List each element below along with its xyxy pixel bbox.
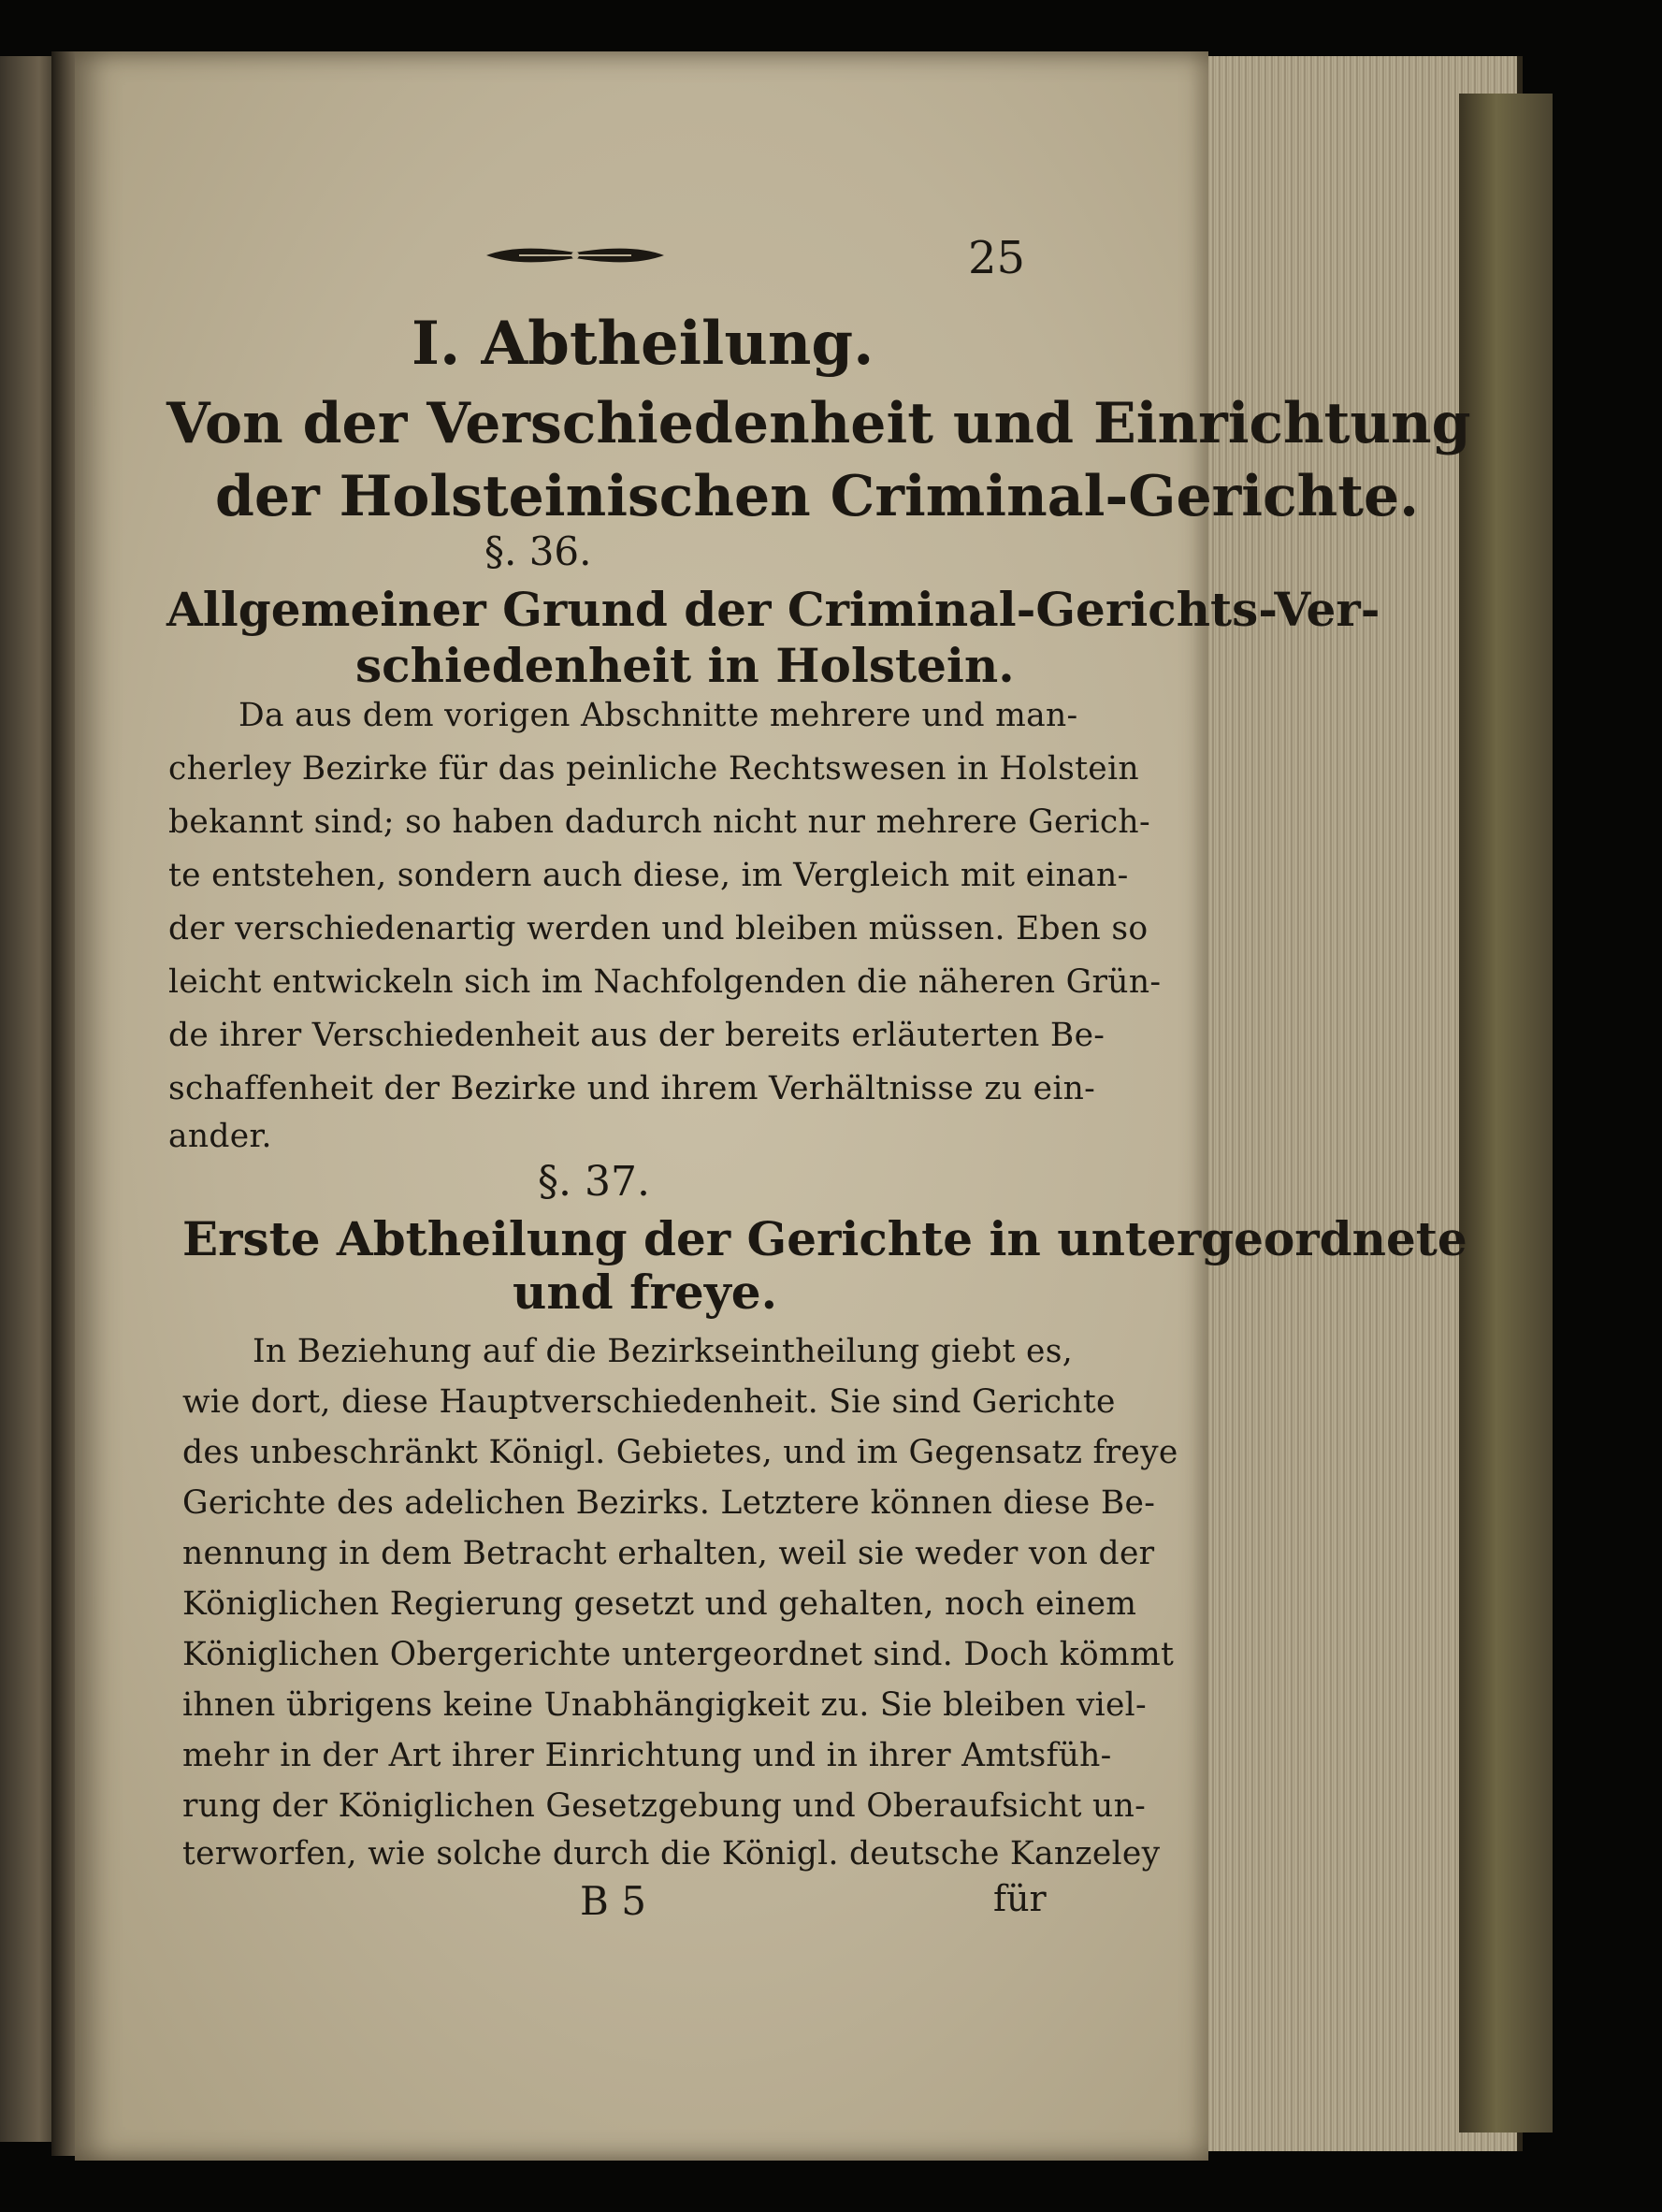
signature-mark: B 5 [580,1878,646,1924]
section-subtitle-line: schiedenheit in Holstein. [355,638,1015,693]
book-cover-edge [1459,94,1553,2132]
section-subtitle-line: und freye. [513,1265,778,1320]
text-line: schaffenheit der Bezirke und ihrem Verhältnisse zu ein- [168,1070,1096,1107]
text-line: mehr in der Art ihrer Einrichtung und in ihrer Amtsfüh- [182,1737,1112,1774]
catchword: für [993,1878,1047,1919]
text-line: leicht entwickeln sich im Nachfolgenden die näheren Grün- [168,963,1162,1001]
text-line: terworfen, wie solche durch die Königl. deutsche Kanzeley [182,1835,1161,1872]
text-line: Gerichte des adelichen Bezirks. Letztere können diese Be- [182,1484,1156,1522]
paragraph-mark: §. 36. [484,528,592,574]
text-line: ander. [168,1118,272,1155]
section-subtitle-line: Allgemeiner Grund der Criminal-Gerichts-Ver- [166,582,1380,637]
text-line: ihnen übrigens keine Unabhängigkeit zu. Sie bleiben viel- [182,1686,1147,1724]
text-line: Da aus dem vorigen Abschnitte mehrere und man- [238,697,1078,734]
text-line: de ihrer Verschiedenheit aus der bereits erläuterten Be- [168,1017,1106,1054]
chapter-heading-line: Von der Verschiedenheit und Einrichtung [166,391,1471,456]
text-line: cherley Bezirke für das peinliche Rechtswesen in Holstein [168,750,1139,788]
ornament-icon [482,241,669,269]
text-line: nennung in dem Betracht erhalten, weil sie weder von der [182,1535,1155,1572]
section-title: I. Abtheilung. [412,309,874,379]
text-line: wie dort, diese Hauptverschiedenheit. Sie sind Gerichte [182,1383,1116,1421]
section-subtitle-line: Erste Abtheilung der Gerichte in untergeordnete [182,1211,1467,1266]
paragraph-mark: §. 37. [538,1158,650,1206]
text-line: der verschiedenartig werden und bleiben müssen. Eben so [168,910,1149,947]
text-line: Königlichen Regierung gesetzt und gehalten, noch einem [182,1585,1137,1623]
text-line: rung der Königlichen Gesetzgebung und Oberaufsicht un- [182,1787,1147,1825]
text-line: bekannt sind; so haben dadurch nicht nur mehrere Gerich- [168,803,1150,841]
text-line: Königlichen Obergerichte untergeordnet sind. Doch kömmt [182,1636,1175,1673]
text-line: des unbeschränkt Königl. Gebietes, und im Gegensatz freye [182,1434,1178,1471]
text-line: In Beziehung auf die Bezirkseintheilung giebt es, [253,1333,1073,1370]
chapter-heading-line: der Holsteinischen Criminal-Gerichte. [215,464,1420,529]
text-line: te entstehen, sondern auch diese, im Vergleich mit einan- [168,857,1129,894]
page-number: 25 [968,232,1026,284]
